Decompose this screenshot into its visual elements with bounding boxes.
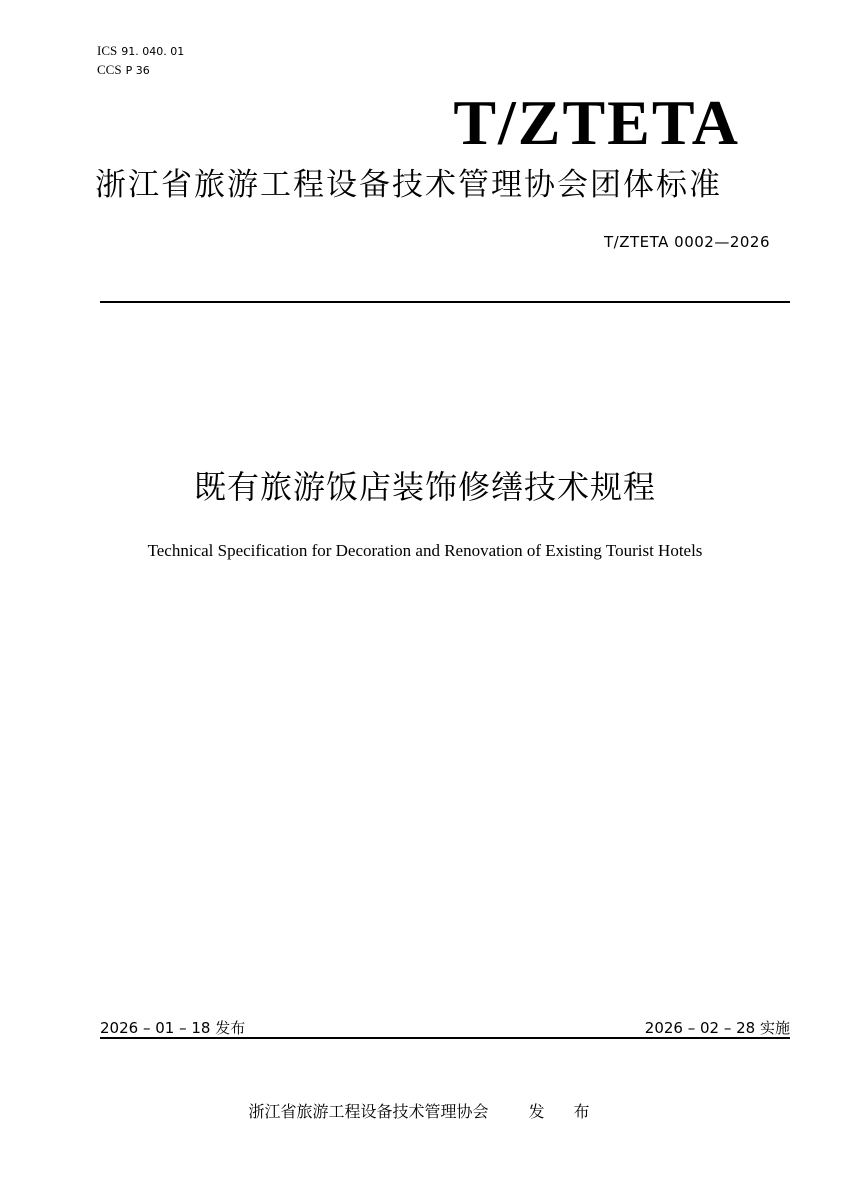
document-title-chinese: 既有旅游饭店装饰修缮技术规程 xyxy=(193,468,656,506)
ccs-label: CCS xyxy=(97,62,122,77)
publish-verb: 发 布 xyxy=(528,1102,602,1121)
ccs-value: P 36 xyxy=(125,64,150,77)
top-divider xyxy=(100,301,790,303)
ics-value: 91. 040. 01 xyxy=(121,45,185,58)
organization-standard-title: 浙江省旅游工程设备技术管理协会团体标准 xyxy=(95,167,722,203)
bottom-divider xyxy=(100,1037,790,1039)
publisher-name: 浙江省旅游工程设备技术管理协会 xyxy=(248,1102,489,1121)
standard-number: T/ZTETA 0002—2026 xyxy=(603,233,770,251)
classification-codes xyxy=(97,42,184,80)
standard-code-logo: T/ZTETA xyxy=(453,87,740,158)
ics-label: ICS xyxy=(97,43,118,58)
implementation-date: 2026 – 02 – 28 实施 xyxy=(644,1019,790,1037)
issue-date: 2026 – 01 – 18 发布 xyxy=(100,1019,246,1037)
publisher-line xyxy=(0,1099,850,1122)
ccs-line xyxy=(97,61,184,80)
document-title-english: Technical Specification for Decoration and Renovation of Existing Tourist Hotels xyxy=(147,541,703,560)
ics-line xyxy=(97,42,184,61)
